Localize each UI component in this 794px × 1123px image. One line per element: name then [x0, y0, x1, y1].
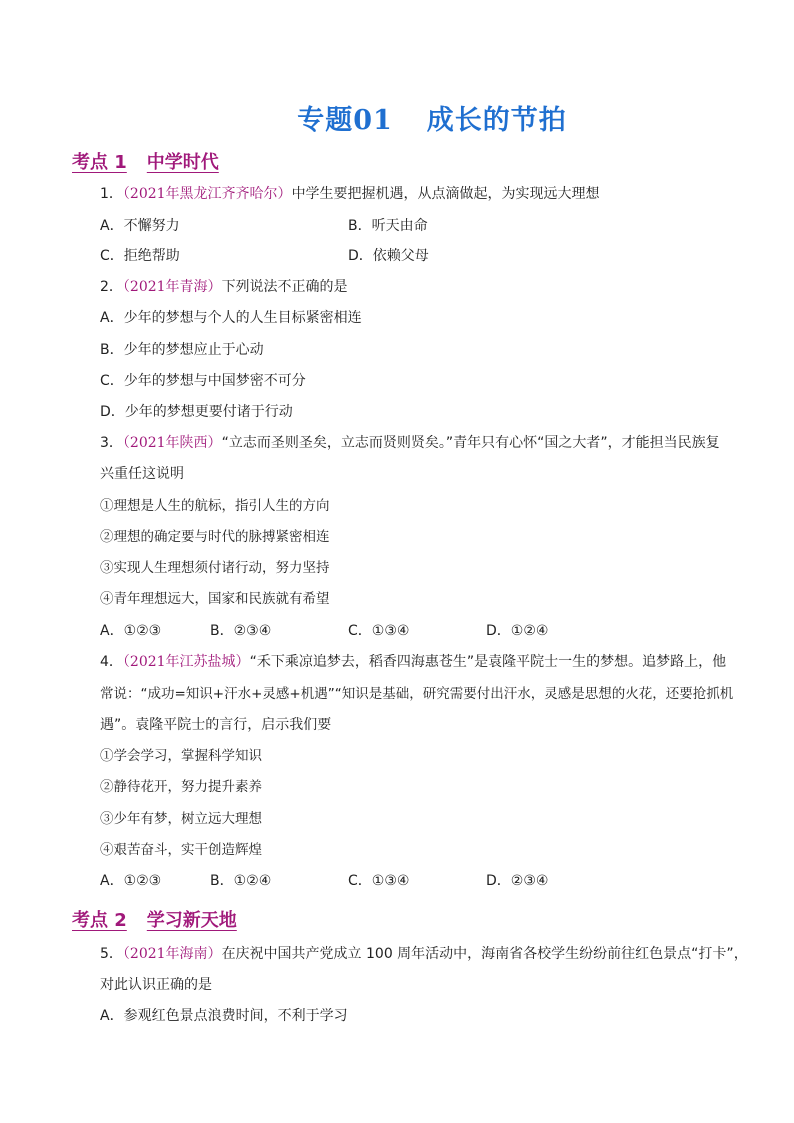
question-2: 2．（2021年青海）下列说法不正确的是: [100, 279, 348, 295]
q3-option-d: D．①②④: [486, 623, 549, 639]
q2-option-c: C．少年的梦想与中国梦密不可分: [100, 373, 306, 389]
q2-option-a: A．少年的梦想与个人的人生目标紧密相连: [100, 310, 362, 326]
q3-option-c: C．①③④: [348, 623, 410, 639]
q4-option-c: C．①③④: [348, 873, 410, 889]
q4-statement-3: ③少年有梦，树立远大理想: [100, 811, 262, 827]
title-topic-number: 专题01: [297, 105, 393, 136]
q1-option-c: C．拒绝帮助: [100, 248, 180, 264]
q1-option-a: A．不懈努力: [100, 218, 180, 234]
q3-statement-2: ②理想的确定要与时代的脉搏紧密相连: [100, 529, 330, 545]
page-title: [0, 98, 794, 137]
question-4-continued-1: 常说：“成功=知识+汗水+灵感+机遇”“知识是基础，研究需要付出汗水，灵感是思想的火花，还要抢抓机: [100, 686, 734, 702]
question-5-continued: 对此认识正确的是: [100, 977, 212, 993]
q3-statement-3: ③实现人生理想须付诸行动，努力坚持: [100, 560, 330, 576]
q2-option-b: B．少年的梦想应止于心动: [100, 342, 264, 358]
section-heading-2: 考点 2 学习新天地: [72, 910, 237, 931]
question-4-continued-2: 遇”。袁隆平院士的言行，启示我们要: [100, 717, 332, 733]
question-5: 5．（2021年海南）在庆祝中国共产党成立 100 周年活动中，海南省各校学生纷纷前往红色景点“打卡”，: [100, 946, 748, 962]
q5-option-a: A．参观红色景点浪费时间，不利于学习: [100, 1008, 348, 1024]
q3-option-b: B．②③④: [210, 623, 272, 639]
question-source: （2021年海南）: [122, 946, 222, 962]
question-source: （2021年陕西）: [122, 435, 222, 451]
q3-statement-1: ①理想是人生的航标，指引人生的方向: [100, 498, 330, 514]
q4-statement-2: ②静待花开，努力提升素养: [100, 779, 262, 795]
question-source: （2021年青海）: [122, 279, 222, 295]
q4-option-d: D．②③④: [486, 873, 549, 889]
question-4: 4．（2021年江苏盐城）“禾下乘凉追梦去，稻香四海惠苍生”是袁隆平院士一生的梦想。追梦路上，他: [100, 654, 727, 670]
q4-statement-1: ①学会学习，掌握科学知识: [100, 748, 262, 764]
q3-option-a: A．①②③: [100, 623, 162, 639]
q4-option-b: B．①②④: [210, 873, 272, 889]
question-3-continued: 兴重任这说明: [100, 466, 184, 482]
q3-statement-4: ④青年理想远大，国家和民族就有希望: [100, 591, 330, 607]
q1-option-b: B．听天由命: [348, 218, 428, 234]
q4-statement-4: ④艰苦奋斗，实干创造辉煌: [100, 842, 262, 858]
question-source: （2021年江苏盐城）: [122, 654, 250, 670]
section-heading-1: 考点 1 中学时代: [72, 152, 219, 173]
q4-option-a: A．①②③: [100, 873, 162, 889]
q2-option-d: D．少年的梦想更要付诸于行动: [100, 404, 293, 420]
q1-option-d: D．依赖父母: [348, 248, 429, 264]
question-source: （2021年黑龙江齐齐哈尔）: [122, 186, 292, 202]
title-topic-name: 成长的节拍: [426, 105, 567, 136]
question-1: 1．（2021年黑龙江齐齐哈尔）中学生要把握机遇，从点滴做起，为实现远大理想: [100, 186, 600, 202]
question-3: 3．（2021年陕西）“立志而圣则圣矣，立志而贤则贤矣。”青年只有心怀“国之大者”，才能担当民族复: [100, 435, 720, 451]
